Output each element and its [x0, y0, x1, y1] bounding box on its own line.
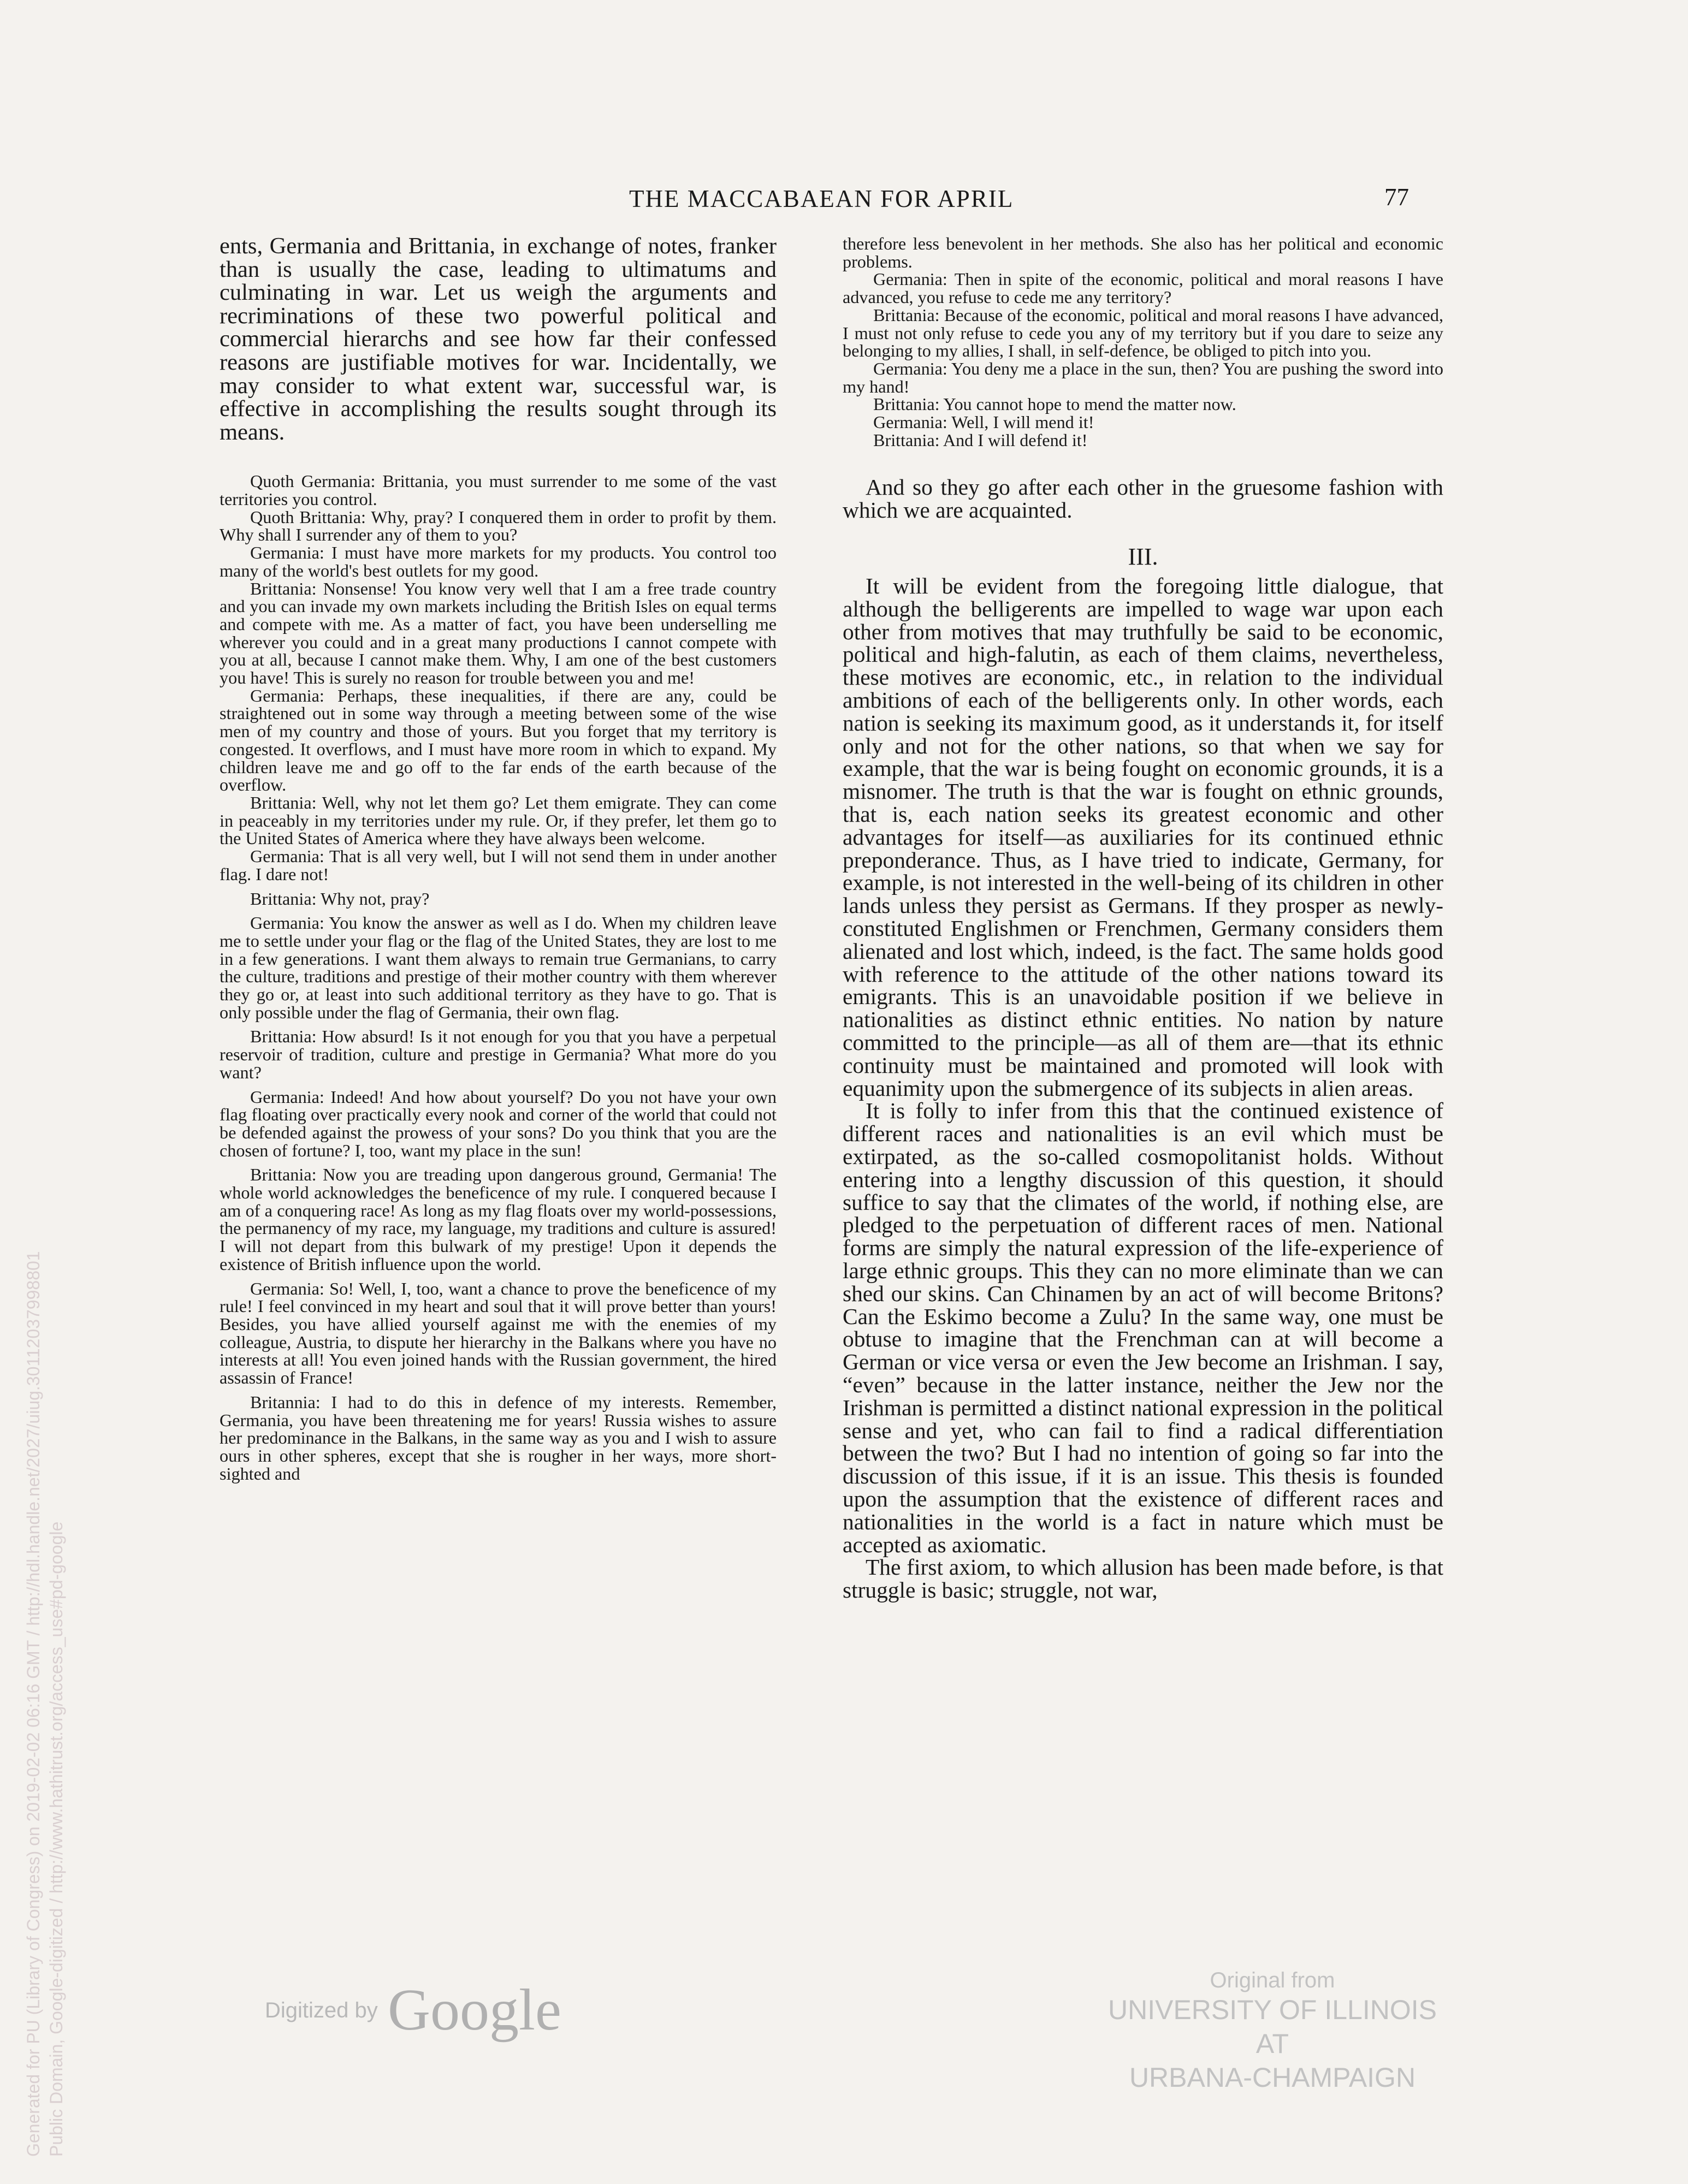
original-from-block	[1092, 1968, 1453, 2094]
section-heading: III.	[1128, 543, 1158, 571]
body-paragraph: The first axiom, to which allusion has been made before, is that struggle is basic; struggle, not war,	[843, 1554, 1443, 1603]
right-column	[843, 235, 1443, 1602]
hathitrust-watermark	[22, 1251, 68, 2157]
dialogue-line: Britannia: I had to do this in defence of my interests. Remember, Germania, you have been threatening me for years! Russia wishes to assure her predominance in the Balkans, in the same way as you and I wish to assure ours in other spheres, except that she is rougher in her ways, more short-sighted and	[220, 1392, 777, 1483]
dialogue-line: Brittania: And I will defend it!	[873, 430, 1088, 450]
left-column	[220, 235, 777, 1482]
page-number: 77	[1384, 183, 1409, 211]
dialogue-line: Quoth Germania: Brittania, you must surrender to me some of the vast territories you control.	[220, 471, 777, 509]
dialogue-line: Germania: Perhaps, these inequalities, if there are any, could be straightened out in some way through a meeting between some of the wise men of my country and those of yours. But you forget that my territory is congested. It overflows, and I must have more room in which to expand. My children leave me and go off to the far ends of the earth because of the overflow.	[220, 685, 777, 795]
dialogue-line: Brittania: Why not, pray?	[250, 888, 430, 909]
running-header: THE MACCABAEAN FOR APRIL	[629, 185, 1014, 212]
closing-block	[843, 476, 1443, 522]
body-paragraph: It will be evident from the foregoing little dialogue, that although the belligerents are impelled to wage war upon each other from motives that may truthfully be said to be economic, political and high-falutin, as each of them claims, nevertheless, these motives are economic, etc., in relation to the individual ambitions of each of the belligerents only. In other words, each nation is seeking its maximum good, as it understands it, for itself only and not for the other nations, so that when we say for example, that the war is being fought on economic grounds, it is a misnomer. The truth is that the war is fought on ethnic grounds, that is, each nation seeks its greatest economic and other advantages for itself—as auxiliaries for its continued ethnic preponderance. Thus, as I have tried to indicate, Germany, for example, is not interested in the well-being of its children in other lands unless they persist as Germans. If they prosper as newly-constituted Englishmen or Frenchmen, Germany considers them alienated and lost which, indeed, is the fact. The same holds good with reference to the attitude of the other nations toward its emigrants. This is an unavoidable position if we believe in nationalities as distinct ethnic entities. No nation by nature committed to the principle—as all of them are—that its ethnic continuity must be maintained and promoted will look with equanimity upon the submergence of its subjects in alien areas.	[843, 573, 1443, 1101]
dialogue-line: Germania: You deny me a place in the sun, then? You are pushing the sword into my hand!	[843, 358, 1443, 396]
dialogue-line: Germania: Well, I will mend it!	[873, 412, 1094, 432]
dialogue-line: Germania: That is all very well, but I will not send them in under another flag. I dare not!	[220, 846, 777, 884]
dialogue-line: Germania: Indeed! And how about yourself? Do you not have your own flag floating over practically every nook and corner of the world that could not be defended against the prowess of your sons? Do you think that you are the chosen of fortune? I, too, want my place in the sun!	[220, 1087, 777, 1160]
university-line-2: URBANA-CHAMPAIGN	[1129, 2062, 1416, 2093]
watermark-line: Generated for PU (Library of Congress) on 2019-02-02 06:16 GMT / http://hdl.handle.net/2027/uiug.30112037998801	[23, 1251, 43, 2157]
google-logo: Google	[388, 1978, 561, 2043]
intro-paragraph-block	[220, 235, 777, 444]
watermark-line: Public Domain, Google-digitized / http://www.hathitrust.org/access_use#pd-google	[46, 1521, 66, 2157]
intro-paragraph: ents, Germania and Brittania, in exchange of notes, franker than is usually the case, leading to ultimatums and culminating in war. Let us weigh the arguments and recriminations of these two powerful political and commercial hierarchs and see how far their confessed reasons are justifiable motives for war. Incidentally, we may consider to what extent war, successful war, is effective in accomplishing the results sought through its means.	[220, 233, 777, 445]
dialogue-line: Germania: I must have more markets for my products. You control too many of the world's best outlets for my good.	[220, 543, 777, 580]
dialogue-line: Germania: You know the answer as well as I do. When my children leave me to settle under your flag or the flag of the United States, they are lost to me in a few generations. I want them always to remain true Germanians, to carry the culture, traditions and prestige of their mother country with them wherever they go or, at least into such additional territory as they have to go. That is only possible under the flag of Germania, their own flag.	[220, 913, 777, 1022]
closing-paragraph: And so they go after each other in the gruesome fashion with which we are acquainted.	[843, 474, 1443, 523]
original-from-label: Original from	[1210, 1968, 1335, 1992]
dialogue-line: Brittania: How absurd! Is it not enough for you that you have a perpetual reservoir of tradition, culture and prestige in Germania? What more do you want?	[220, 1026, 777, 1082]
digitized-by-label: Digitized by	[265, 1998, 378, 2022]
dialogue-line: Brittania: Nonsense! You know very well that I am a free trade country and you can invade my own markets including the British Isles on equal terms and compete with me. As a matter of fact, you have been underselling me wherever you could and in a great many productions I cannot compete with you at all, because I cannot make them. Why, I am one of the best customers you have! This is surely no reason for trouble between you and me!	[220, 578, 777, 688]
university-line-1: UNIVERSITY OF ILLINOIS AT	[1107, 1995, 1437, 2059]
dialogue-right	[843, 235, 1443, 449]
dialogue-line: Quoth Brittania: Why, pray? I conquered them in order to profit by them. Why shall I surrender any of them to you?	[220, 507, 777, 545]
dialogue-line: Brittania: Because of the economic, political and moral reasons I have advanced, I must not only refuse to cede you any of my territory but if you dare to seize any belonging to my allies, I shall, in self-defence, be obliged to pitch into you.	[843, 305, 1443, 361]
dialogue-line: Brittania: Well, why not let them go? Let them emigrate. They can come in peaceably in my territories under my rule. Or, if they prefer, let them go to the United States of America where they have always been welcome.	[220, 793, 777, 848]
dialogue-left	[220, 472, 777, 1482]
dialogue-line: therefore less benevolent in her methods. She also has her political and economic problems.	[843, 234, 1443, 271]
section-body	[843, 575, 1443, 1602]
dialogue-line: Germania: Then in spite of the economic, political and moral reasons I have advanced, you refuse to cede me any territory?	[843, 269, 1443, 307]
body-paragraph: It is folly to infer from this that the continued existence of different races and nationalities is an evil which must be extirpated, as the so-called cosmopolitanist holds. Without entering into a lengthy discussion of this question, it should suffice to say that the climates of the world, if nothing else, are pledged to the perpetuation of different races of men. National forms are simply the natural expression of the life-experience of large ethnic groups. This they can no more eliminate than we can shed our skins. Can Chinamen by an act of will become Britons? Can the Eskimo become a Zulu? In the same way, one must be obtuse to imagine that the Frenchman can at will become a German or vice versa or even the Jew become an Irishman. I say, “even” because in the latter instance, neither the Jew nor the Irishman is permitted a distinct national expression in the political sense and yet, who can fail to find a radical differentiation between the two? But I had no intention of going so far into the discussion of this issue, if it is an issue. This thesis is founded upon the assumption that the existence of different races and nationalities in the world is a fact in nature which must be accepted as axiomatic.	[843, 1098, 1443, 1557]
dialogue-line: Brittania: You cannot hope to mend the matter now.	[873, 394, 1236, 414]
dialogue-line: Brittania: Now you are treading upon dangerous ground, Germania! The whole world acknowledges the beneficence of my rule. I conquered because I am of a conquering race! As long as my flag floats over my world-possessions, the permanency of my race, my language, my traditions and culture is assured! I will not depart from this bulwark of my prestige! Upon it depends the existence of British influence upon the world.	[220, 1165, 777, 1274]
dialogue-line: Germania: So! Well, I, too, want a chance to prove the beneficence of my rule! I feel convinced in my heart and soul that it will prove better than yours! Besides, you have allied yourself against me with the enemies of my colleague, Austria, to dispute her hierarchy in the Balkans where you have no interests at all! You even joined hands with the Russian government, the hired assassin of France!	[220, 1278, 777, 1388]
